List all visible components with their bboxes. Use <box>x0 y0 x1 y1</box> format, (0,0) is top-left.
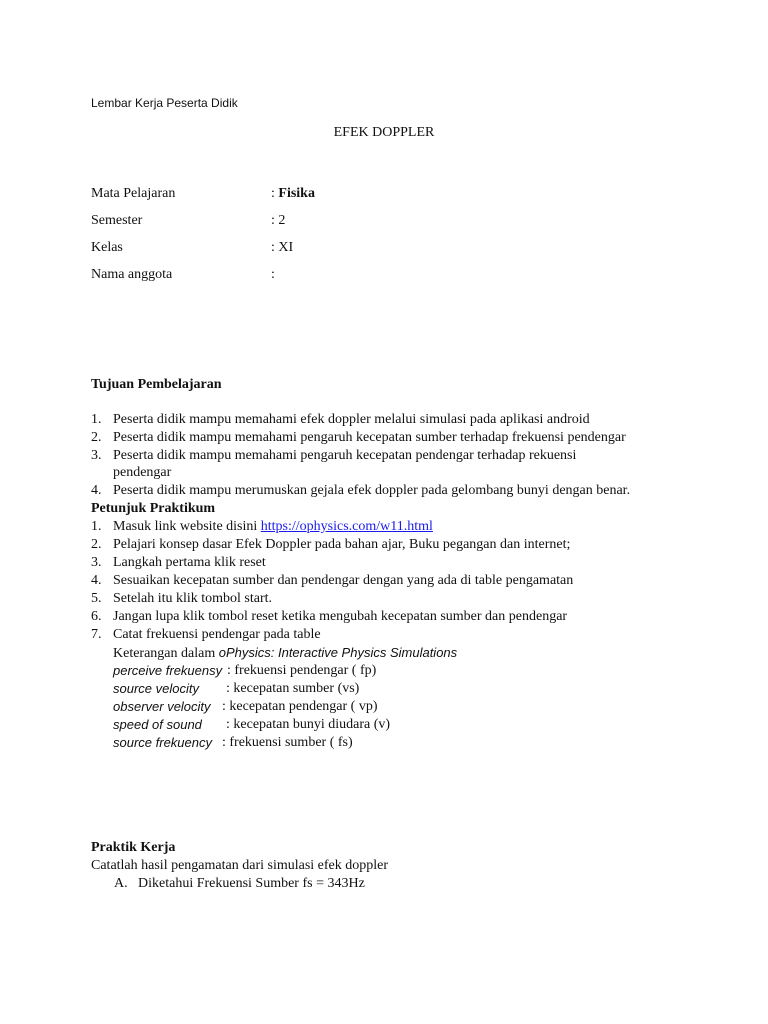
legend-desc: : kecepatan pendengar ( vp) <box>222 699 378 714</box>
list-item: 1. Masuk link website disini https://ophysics.com/w11.html <box>91 519 433 534</box>
list-item-continuation: pendengar <box>113 465 172 480</box>
info-value-subject: : Fisika <box>271 186 315 201</box>
info-value-class: : XI <box>271 240 294 255</box>
legend-term: source velocity <box>113 681 199 696</box>
legend-term: perceive frekuensy <box>113 663 223 678</box>
list-item: 3. Langkah pertama klik reset <box>91 555 266 570</box>
practice-heading: Praktik Kerja <box>91 840 176 855</box>
list-item: 4. Sesuaikan kecepatan sumber dan pendengar dengan yang ada di table pengamatan <box>91 573 574 588</box>
info-label-class: Kelas <box>91 240 123 255</box>
document-title: EFEK DOPPLER <box>333 125 435 140</box>
practice-intro: Catatlah hasil pengamatan dari simulasi efek doppler <box>91 858 389 873</box>
legend-term: speed of sound <box>113 717 202 732</box>
list-item: 2. Peserta didik mampu memahami pengaruh kecepatan sumber terhadap frekuensi pendengar <box>91 430 626 445</box>
learning-objectives-heading: Tujuan Pembelajaran <box>91 377 222 392</box>
list-item: 4. Peserta didik mampu merumuskan gejala efek doppler pada gelombang bunyi dengan benar. <box>91 483 631 498</box>
practice-subitem: A. Diketahui Frekuensi Sumber fs = 343Hz <box>114 876 365 891</box>
info-value-semester: : 2 <box>271 213 286 228</box>
legend-desc: : frekuensi pendengar ( fp) <box>227 663 377 678</box>
info-label-members: Nama anggota <box>91 267 173 282</box>
list-item: 6. Jangan lupa klik tombol reset ketika mengubah kecepatan sumber dan pendengar <box>91 609 568 624</box>
legend-intro: Keterangan dalam oPhysics: Interactive Physics Simulations <box>113 645 458 661</box>
list-item: 1. Peserta didik mampu memahami efek doppler melalui simulasi pada aplikasi android <box>91 412 590 427</box>
list-item: 5. Setelah itu klik tombol start. <box>91 591 273 606</box>
info-label-subject: Mata Pelajaran <box>91 186 176 201</box>
legend-desc: : kecepatan bunyi diudara (v) <box>226 717 391 732</box>
legend-term: observer velocity <box>113 699 211 714</box>
worksheet-label: Lembar Kerja Peserta Didik <box>91 96 238 110</box>
instructions-heading: Petunjuk Praktikum <box>91 501 216 516</box>
info-value-members: : <box>271 267 275 282</box>
list-item: 3. Peserta didik mampu memahami pengaruh kecepatan pendengar terhadap rekuensi <box>91 448 577 463</box>
list-item: 7. Catat frekuensi pendengar pada table <box>91 627 321 642</box>
list-item: 2. Pelajari konsep dasar Efek Doppler pada bahan ajar, Buku pegangan dan internet; <box>91 537 571 552</box>
ophysics-link[interactable]: https://ophysics.com/w11.html <box>260 519 433 534</box>
legend-desc: : kecepatan sumber (vs) <box>226 681 360 696</box>
info-label-semester: Semester <box>91 213 143 228</box>
legend-term: source frekuency <box>113 735 212 750</box>
legend-desc: : frekuensi sumber ( fs) <box>222 735 353 750</box>
